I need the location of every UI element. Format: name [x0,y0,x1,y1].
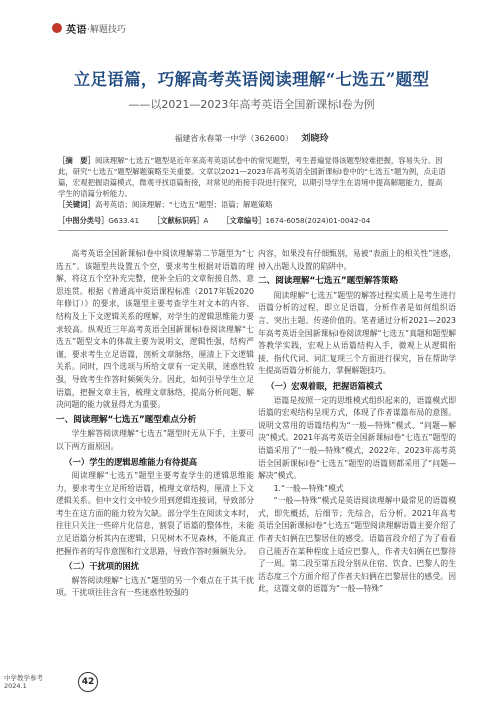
body-paragraph: “一般—特殊”模式是英语阅读理解中最常见的语篇模式，即先概括，后细节；先综合，后分析。2021年高考英语全国新课标Ⅰ卷“七选五”题型阅读理解语篇主要介绍了作者夫妇俩在巴黎居住的感受。语篇首段介绍了为了看看自己能否在某种程度上适应巴黎人，作者夫妇俩在巴黎待了一周。第二段至第五段分别从住宿、饮食、巴黎人的生活态度三个方面介绍了作者夫妇俩在巴黎居住的感受。因此，这篇文章的语篇为“一般—特殊” [258,496,456,594]
section-sublabel: ·解题技巧 [87,24,126,35]
divider [58,230,448,231]
body-paragraph: 阅读理解“七选五”题型主要考查学生的逻辑思维能力，要求考生立足所给语篇，梳理文章结构，厘清上下文逻辑关系。但中文行文中较少用到逻辑连接词，导致部分考生在这方面的能力较为欠缺。部分学生在阅读文本时，往往只关注一些碎片化信息，割裂了语篇的整体性，未能立足语篇分析其内在逻辑，只见树木不见森林，不能真正把握作者的写作意图和行文思路，导致作答时频频失分。 [56,471,254,556]
body-paragraph: 阅读理解“七选五”题型的解答过程实质上是考生进行语篇分析的过程，即立足语篇，分析作者是如何组织语言、突出主题、传递价值的。笔者通过分析2021—2023年高考英语全国新课标Ⅰ卷阅读理解“七选五”真题和题型解答教学实践，宏观上从语篇结构入手，微观上从逻辑衔接、指代代词、词汇复现三个方面进行探究，旨在帮助学生提高语篇分析能力，掌握解题技巧。 [258,290,456,376]
author-line [0,131,503,144]
journal-footer [4,674,74,690]
section-heading: 一、阅读理解“七选五”题型难点分析 [56,414,197,425]
clc-label: ［中图分类号］ [58,216,109,225]
author-affiliation: 福建省永春第一中学（362600） [174,134,293,143]
article-id-value: 1674-6058(2024)01-0042-04 [265,216,371,225]
section-header [52,21,126,35]
clc-value: G633.41 [108,216,140,225]
subsection-heading: （一）学生的逻辑思维能力有待提高 [64,456,198,467]
section-label: 英语 [66,24,87,36]
article-id-label: ［文章编号］ [222,216,266,225]
keywords-text: 高考英语；阅读理解；“七选五”题型；语篇；解题策略 [94,200,273,209]
article-subtitle: ——以2021—2023年高考英语全国新课标Ⅰ卷为例 [128,98,375,111]
abstract-text: 阅读理解“七选五”题型是近年来高考英语试卷中的常见题型，考生普遍觉得该题型较难把握，容易失分。因此，研究“七选五”题型解题策略至关重要。文章以2021—2023年高考英语全国新课标Ⅰ卷中的“七选五”题为例，点走语篇，宏观把握语篇模式，微观寻找语篇衔接，对常见的衔接手段进行探究，以期引导学生在语境中提高解题能力，提高学生的语篇分析能力。 [58,156,446,198]
classification-line [58,216,478,226]
doc-value: A [203,216,209,225]
journal-issue: 2024.1 [4,682,27,690]
subsection-heading: （二）干扰项的困扰 [64,561,139,572]
abstract-label: ［摘 要］ [58,156,95,165]
author-name: 刘晓玲 [301,134,329,144]
journal-name: 中学教学参考 [4,674,43,682]
section-heading: 二、阅读理解“七选五”题型解答策略 [258,276,399,287]
body-paragraph: 内容，如果没有仔细甄别，易被“表面上的相关性”迷惑，掉入出题人设置的陷阱中。 [258,249,456,271]
left-column [56,248,254,600]
body-paragraph: 高考英语全国新课标Ⅰ卷中阅读理解第二节题型为“七选五”。该题型共设置五个空，要求考生根据对语篇的理解，将这五个空补充完整，使补全后的文章衔接自然、意思连贯。根据《普通高中英语课程标准（2017年版2020年修订）》的要求，该题型主要考查学生对文本的内容、结构及上下文逻辑关系的理解，对学生的逻辑思维能力要求较高。纵观近三年高考英语全国新课标Ⅰ卷阅读理解“七选五”题型文本的体裁主要为说明文，逻辑性强，结构严谨，要求考生立足语篇，剖析文章脉络，厘清上下文逻辑关系。同时，四个选项与所给文章有一定关联，迷惑性较强，导致考生作答时频频失分。因此，如何引导学生立足语篇，把握文章主旨，梳理文章脉络，提高分析问题、解决问题的能力就显得尤为重要。 [56,249,254,410]
keywords-label: ［关键词］ [58,200,95,209]
body-paragraph: 解答阅读理解“七选五”题型的另一个难点在于其干扰项。干扰项往往含有一些迷惑性较强的 [56,575,254,598]
doc-label: ［文献标识码］ [153,216,204,225]
subsection-heading: （一）宏观着眼，把握语篇模式 [266,380,383,391]
body-paragraph: 1.“一般—特殊”模式 [273,483,344,493]
page-number: 42 [78,672,98,692]
abstract [58,155,448,210]
section-marker-icon [52,23,62,33]
body-paragraph: 语篇是按照一定的思维模式组织起来的，语篇模式即语篇的宏观结构呈现方式，体现了作者谋篇布局的意图。说明文常用的语篇结构为“一般—特殊”模式、“问题—解决”模式。2021年高考英语全国新课标Ⅰ卷“七选五”题型的语篇采用了“一般—特殊”模式，2022年、2023年高考英语全国新课标Ⅰ卷“七选五”题型的语篇则都采用了“问题—解决”模式。 [258,395,456,481]
body-paragraph: 学生解答阅读理解“七选五”题型时无从下手，主要可以下两方面原因。 [56,429,254,451]
right-column [258,248,456,596]
article-title: 立足语篇，巧解高考英语阅读理解“七选五”题型 [73,70,430,89]
